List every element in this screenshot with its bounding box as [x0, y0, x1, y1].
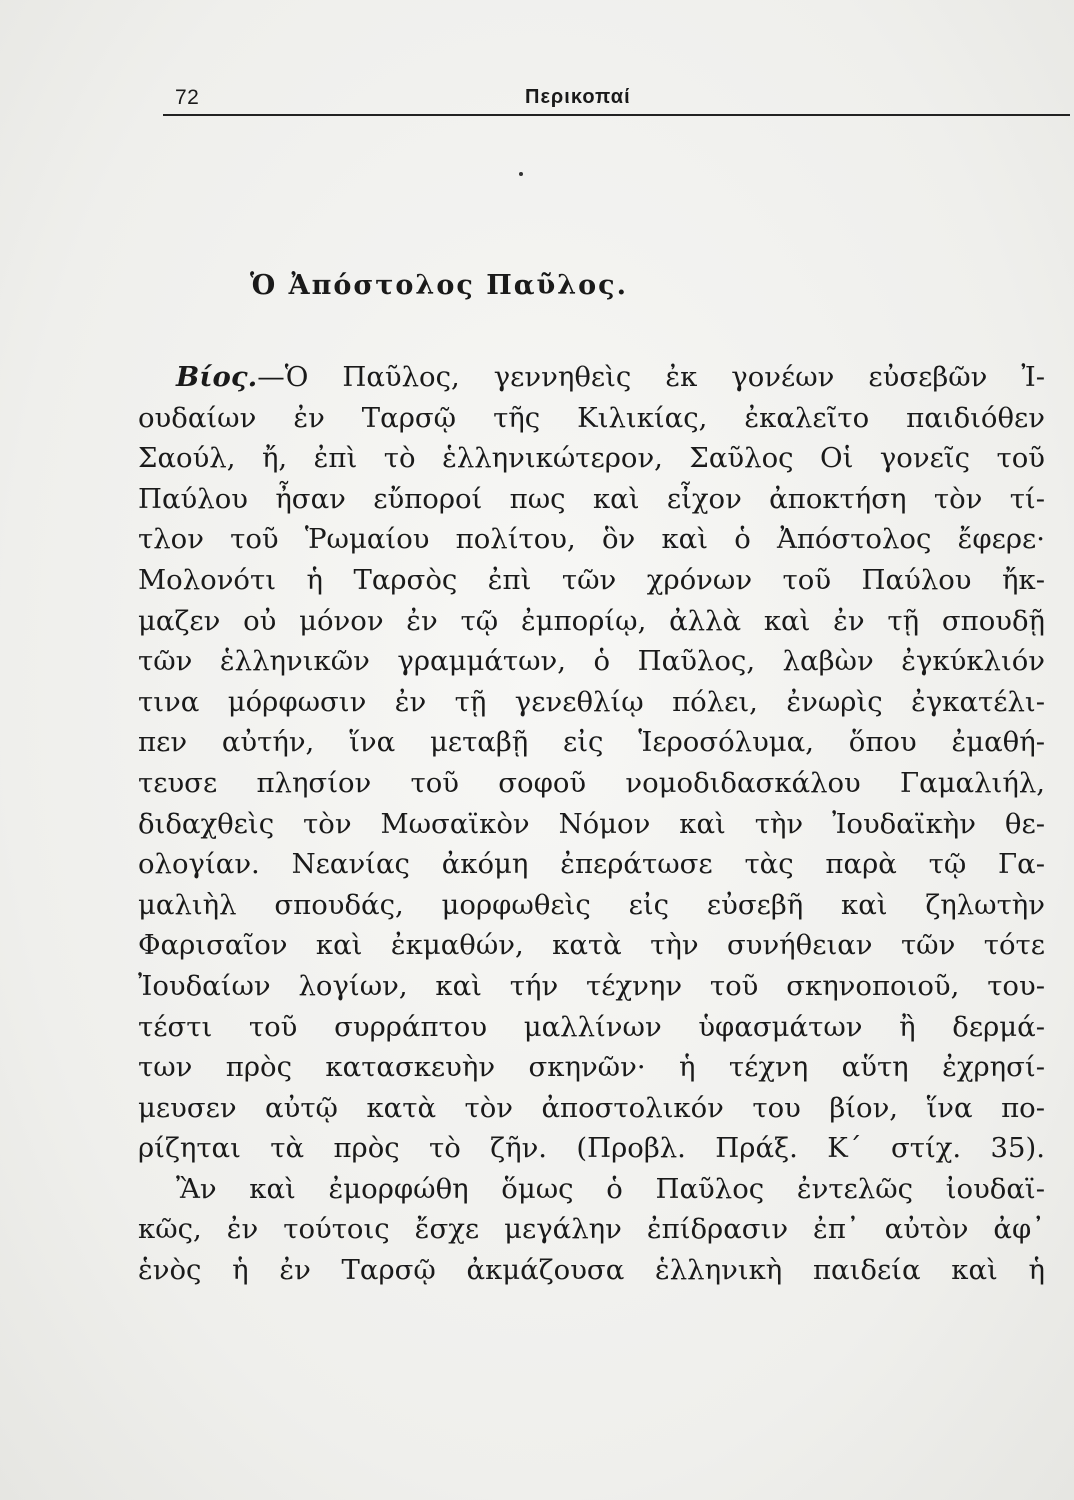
first-line-text: —Ὁ Παῦλος, γεννηθεὶς ἐκ γονέων εὐσεβῶν Ἰ-: [257, 361, 1045, 393]
text-line: Παύλου ἦσαν εὔποροί πως καὶ εἶχον ἀποκτήση τὸν τί-: [138, 482, 1045, 515]
lead-word: Βίος.: [176, 361, 258, 393]
text-line: Ἰουδαίων λογίων, καὶ τήν τέχνην τοῦ σκηνοποιοῦ, του-: [138, 969, 1045, 1002]
text-line: τῶν ἑλληνικῶν γραμμάτων, ὁ Παῦλος, λαβὼν ἐγκύκλιόν: [138, 645, 1045, 678]
text-line: τινα μόρφωσιν ἐν τῇ γενεθλίῳ πόλει, ἐνωρὶς ἐγκατέλι-: [138, 685, 1045, 718]
text-line: τευσε πλησίον τοῦ σοφοῦ νομοδιδασκάλου Γαμαλιήλ,: [138, 766, 1045, 799]
text-line: Σαούλ, ἤ, ἐπὶ τὸ ἑλληνικώτερον, Σαῦλος Οἱ γονεῖς τοῦ: [138, 442, 1045, 475]
text-line: τλον τοῦ Ῥωμαίου πολίτου, ὃν καὶ ὁ Ἀπόστολος ἔφερε·: [138, 523, 1045, 556]
text-line: Φαρισαῖον καὶ ἐκμαθών, κατὰ τὴν συνήθειαν τῶν τότε: [138, 929, 1045, 962]
text-line: διδαχθεὶς τὸν Μωσαϊκὸν Νόμον καὶ τὴν Ἰουδαϊκὴν θε-: [138, 807, 1045, 840]
text-line: μαζεν οὐ μόνον ἐν τῷ ἐμπορίῳ, ἀλλὰ καὶ ἐν τῇ σπουδῇ: [138, 604, 1045, 637]
text-line: πεν αὐτήν, ἵνα μεταβῇ εἰς Ἱεροσόλυμα, ὅπου ἐμαθή-: [138, 726, 1045, 759]
ink-speck: [519, 172, 523, 176]
text-line: κῶς, ἐν τούτοις ἔσχε μεγάλην ἐπίδρασιν ἐπ᾿ αὐτὸν ἀφ᾿: [138, 1213, 1045, 1246]
text-line: μευσεν αὐτῷ κατὰ τὸν ἀποστολικόν του βίον, ἵνα πο-: [138, 1091, 1045, 1124]
text-line: Μολονότι ἡ Ταρσὸς ἐπὶ τῶν χρόνων τοῦ Παύλου ἤκ-: [138, 563, 1045, 596]
text-line: [138, 357, 1045, 398]
text-line: ολογίαν. Νεανίας ἀκόμη ἐπεράτωσε τὰς παρὰ τῷ Γα-: [138, 848, 1045, 881]
text-line: μαλιὴλ σπουδάς, μορφωθεὶς εἰς εὐσεβῆ καὶ ζηλωτὴν: [138, 888, 1045, 921]
page-header: [163, 82, 1070, 116]
header-rule: [163, 114, 1070, 116]
text-line: τέστι τοῦ συρράπτου μαλλίνων ὑφασμάτων ἢ δερμά-: [138, 1010, 1045, 1043]
text-line: ουδαίων ἐν Ταρσῷ τῆς Κιλικίας, ἐκαλεῖτο παιδιόθεν: [138, 401, 1045, 434]
text-line: ρίζηται τὰ πρὸς τὸ ζῆν. (Προβλ. Πράξ. Κ΄ στίχ. 35).: [138, 1132, 1045, 1165]
text-line: των πρὸς κατασκευὴν σκηνῶν· ἡ τέχνη αὕτη ἐχρησί-: [138, 1051, 1045, 1084]
body-text: [138, 357, 1045, 1291]
page-number: 72: [175, 86, 200, 109]
running-title: Περικοπαί: [525, 86, 631, 108]
chapter-title: Ὁ Ἀπόστολος Παῦλος.: [250, 270, 629, 301]
text-line: ἑνὸς ἡ ἐν Ταρσῷ ἀκμάζουσα ἑλληνικὴ παιδεία καὶ ἡ: [138, 1254, 1045, 1287]
text-line: Ἂν καὶ ἐμορφώθη ὅμως ὁ Παῦλος ἐντελῶς ἰουδαϊ-: [176, 1172, 1045, 1205]
